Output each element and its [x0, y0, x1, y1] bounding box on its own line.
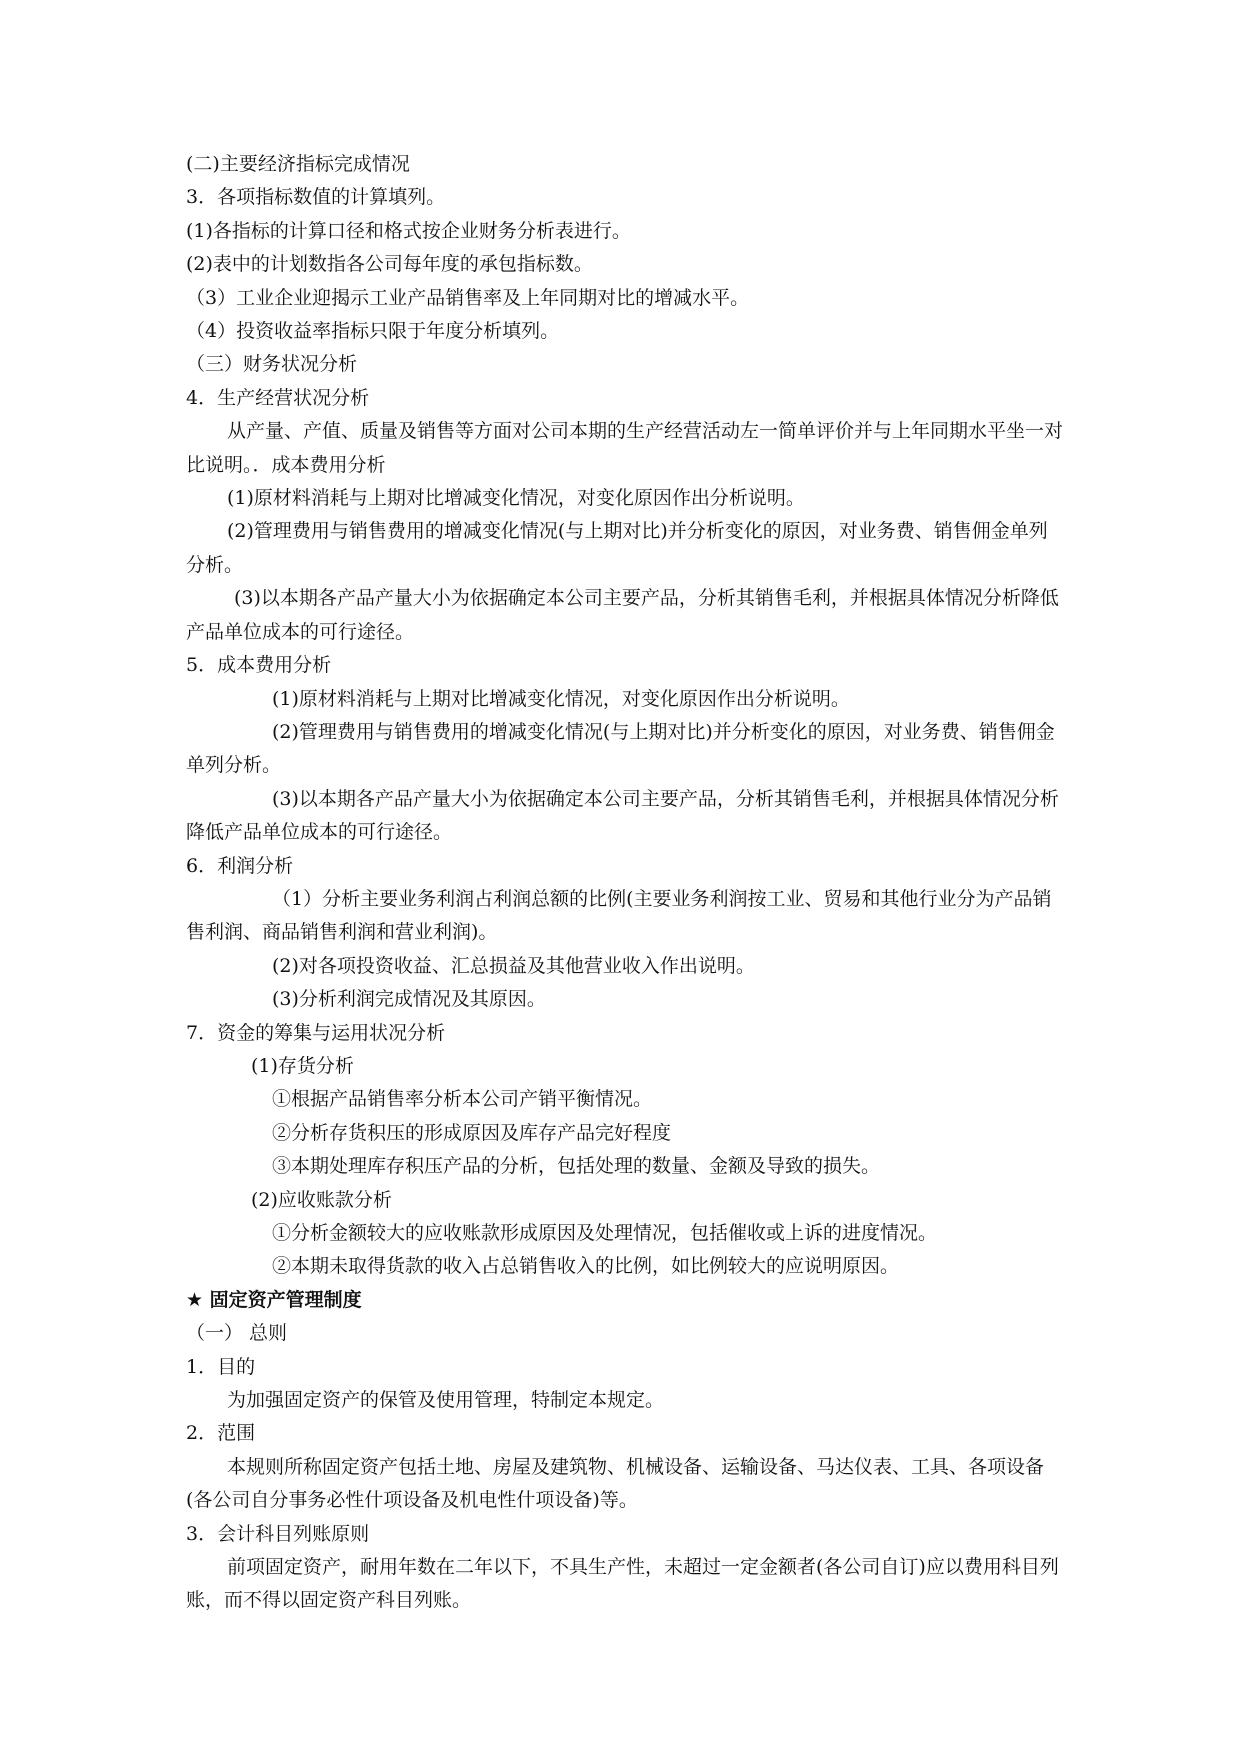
paragraph: 本规则所称固定资产包括土地、房屋及建筑物、机械设备、运输设备、马达仪表、工具、各项设备(各公司自分事务必性什项设备及机电性什项设备)等。	[186, 1455, 1045, 1512]
paragraph: (2)对各项投资收益、汇总损益及其他营业收入作出说明。	[272, 954, 755, 977]
item-heading: 3．会计科目列账原则	[186, 1522, 370, 1545]
paragraph: (2)管理费用与销售费用的增减变化情况(与上期对比)并分析变化的原因，对业务费、销售佣金单列分析。	[186, 520, 1048, 576]
item-heading: 1．目的	[186, 1355, 256, 1378]
chapter-heading: ★ 固定资产管理制度	[186, 1288, 362, 1311]
paragraph: (1)各指标的计算口径和格式按企业财务分析表进行。	[186, 219, 631, 242]
list-item: ①根据产品销售率分析本公司产销平衡情况。	[272, 1088, 653, 1111]
section-heading: (二)主要经济指标完成情况	[186, 153, 410, 175]
list-item: ②分析存货积压的形成原因及库存产品完好程度	[272, 1121, 672, 1144]
paragraph: 前项固定资产，耐用年数在二年以下，不具生产性，未超过一定金额者(各公司自订)应以费用科目列账，而不得以固定资产科目列账。	[186, 1556, 1059, 1612]
paragraph: 从产量、产值、质量及销售等方面对公司本期的生产经营活动左一简单评价并与上年同期水平坐一对比说明。．成本费用分析	[186, 420, 1064, 476]
item-heading: 3．各项指标数值的计算填列。	[186, 186, 446, 209]
paragraph: （3）工业企业迎揭示工业产品销售率及上年同期对比的增减水平。	[186, 286, 750, 309]
paragraph: （1）分析主要业务利润占利润总额的比例(主要业务利润按工业、贸易和其他行业分为产品销售利润、商品销售利润和营业利润)。	[186, 887, 1052, 944]
list-item: ①分析金额较大的应收账款形成原因及处理情况，包括催收或上诉的进度情况。	[272, 1222, 938, 1244]
item-heading: 2．范围	[186, 1422, 256, 1445]
item-heading: 6．利润分析	[186, 854, 294, 877]
sub-heading: (2)应收账款分析	[251, 1188, 392, 1211]
list-item: ③本期处理库存积压产品的分析，包括处理的数量、金额及导致的损失。	[272, 1155, 881, 1178]
paragraph: 为加强固定资产的保管及使用管理，特制定本规定。	[227, 1389, 665, 1412]
paragraph: (2)管理费用与销售费用的增减变化情况(与上期对比)并分析变化的原因，对业务费、销售佣金单列分析。	[186, 720, 1055, 777]
paragraph: (1)原材料消耗与上期对比增减变化情况，对变化原因作出分析说明。	[227, 487, 805, 510]
paragraph: (2)表中的计划数指各公司每年度的承包指标数。	[186, 253, 593, 276]
paragraph: (3)分析利润完成情况及其原因。	[272, 988, 546, 1011]
document-body	[186, 148, 1066, 1618]
section-heading: （一） 总则	[186, 1322, 288, 1345]
paragraph: (3)以本期各产品产量大小为依据确定本公司主要产品，分析其销售毛利，并根据具体情况分析降低产品单位成本的可行途径。	[186, 587, 1059, 643]
paragraph: （4）投资收益率指标只限于年度分析填列。	[186, 320, 560, 343]
paragraph: (3)以本期各产品产量大小为依据确定本公司主要产品，分析其销售毛利，并根据具体情况分析降低产品单位成本的可行途径。	[186, 787, 1059, 844]
item-heading: 7．资金的筹集与运用状况分析	[186, 1021, 446, 1044]
list-item: ②本期未取得货款的收入占总销售收入的比例，如比例较大的应说明原因。	[272, 1255, 900, 1278]
paragraph: (1)原材料消耗与上期对比增减变化情况，对变化原因作出分析说明。	[272, 687, 850, 710]
sub-heading: (1)存货分析	[251, 1054, 354, 1077]
section-heading: （三）财务状况分析	[186, 353, 358, 376]
item-heading: 4．生产经营状况分析	[186, 386, 370, 409]
item-heading: 5．成本费用分析	[186, 654, 332, 677]
